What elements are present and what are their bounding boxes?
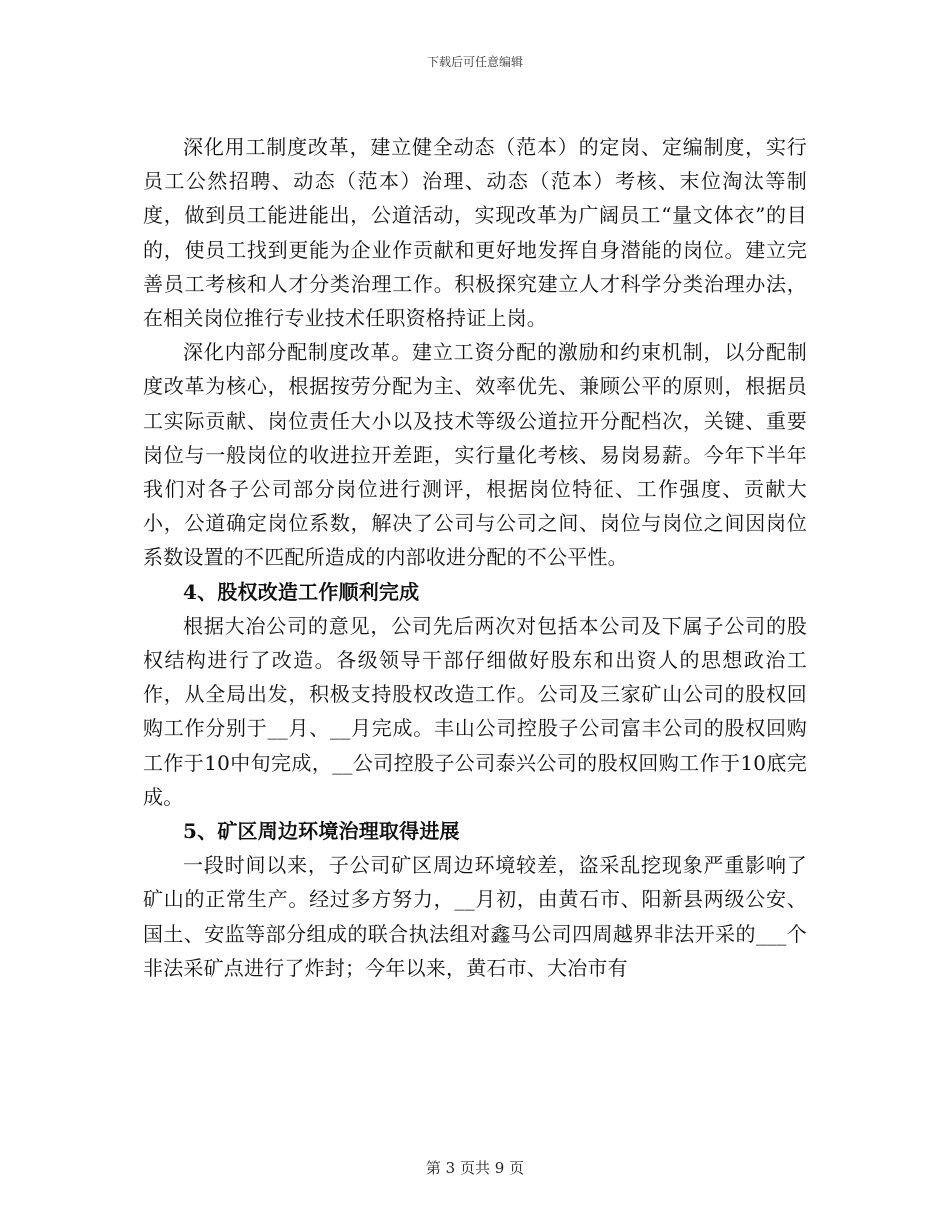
paragraph-mining-environment: 一段时间以来，子公司矿区周边环境较差，盗采乱挖现象严重影响了矿山的正常生产。经过多方努力，__月初，由黄石市、阳新县两级公安、国土、安监等部分组成的联合执法组对鑫马公司四周越界非法开采的___个非法采矿点进行了炸封；今年以来，黄石市、大冶市有 — [143, 853, 807, 980]
paragraph-equity-reform: 根据大冶公司的意见，公司先后两次对包括本公司及下属子公司的股权结构进行了改造。各级领导干部仔细做好股东和出资人的思想政治工作，从全局出发，积极支持股权改造工作。公司及三家矿山公司的股权回购工作分别于__月、__月完成。丰山公司控股子公司富丰公司的股权回购工作于10中旬完成，__公司控股子公司泰兴公司的股权回购工作于10底完成。 — [143, 613, 807, 809]
page-header: 下载后可任意编辑 — [426, 55, 523, 69]
paragraph-employment-reform: 深化用工制度改革，建立健全动态（范本）的定岗、定编制度，实行员工公然招聘、动态（范本）治理、动态（范本）考核、末位淘汰等制度，做到员工能进能出，公道活动，实现改革为广阔员工“量文体衣”的目的，使员工找到更能为企业作贡献和更好地发挥自身潜能的岗位。建立完善员工考核和人才分类治理工作。积极探究建立人才科学分类治理办法，在相关岗位推行专业技术任职资格持证上岗。 — [143, 135, 807, 331]
page-number-footer: 第 3 页共 9 页 — [425, 1159, 525, 1177]
section-heading-equity-reform: 4、股权改造工作顺利完成 — [183, 579, 420, 604]
paragraph-distribution-reform: 深化内部分配制度改革。建立工资分配的激励和约束机制，以分配制度改革为核心，根据按劳分配为主、效率优先、兼顾公平的原则，根据员工实际贡献、岗位责任大小以及技术等级公道拉开分配档次，关键、重要岗位与一般岗位的收进拉开差距，实行量化考核、易岗易薪。今年下半年我们对各子公司部分岗位进行测评，根据岗位特征、工作强度、贡献大小，公道确定岗位系数，解决了公司与公司之间、岗位与岗位之间因岗位系数设置的不匹配所造成的内部收进分配的不公平性。 — [143, 340, 807, 570]
document-body — [143, 130, 807, 985]
section-heading-mining-environment: 5、矿区周边环境治理取得进展 — [183, 819, 460, 844]
